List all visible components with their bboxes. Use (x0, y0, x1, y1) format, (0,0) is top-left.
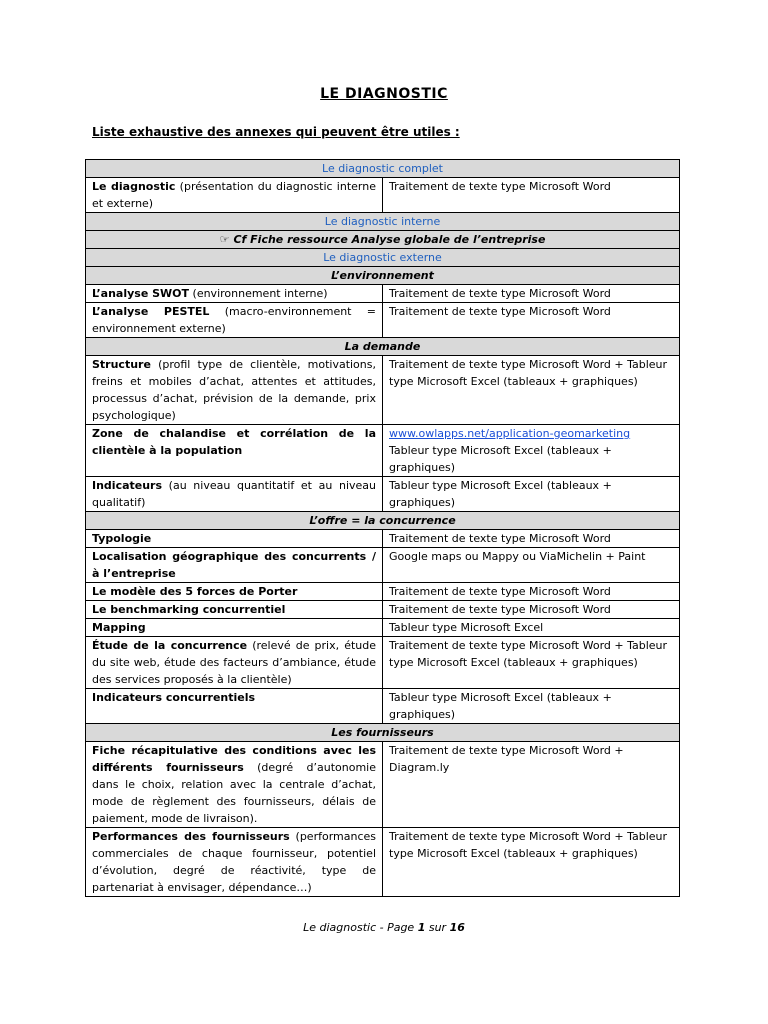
table-row: Étude de la concurrence (relevé de prix, étude du site web, étude des facteurs d’ambiance, étude des services proposés à la clientèle) Traitement de texte type Microsoft Word + Tableur type Microsoft Excel (tableaux + graphiques) (86, 637, 680, 689)
page-footer: Le diagnostic - Page 1 sur 16 (303, 921, 465, 934)
geomarketing-link[interactable]: www.owlapps.net/application-geomarketing (389, 427, 631, 440)
section-environnement: L’environnement (86, 267, 680, 285)
section-diagnostic-interne: Le diagnostic interne (86, 213, 680, 231)
subtitle: Liste exhaustive des annexes qui peuvent être utiles : (92, 125, 460, 139)
table-row: Le benchmarking concurrentiel Traitement de texte type Microsoft Word (86, 601, 680, 619)
table-row: L’analyse PESTEL (macro-environnement = environnement externe) Traitement de texte type Microsoft Word (86, 303, 680, 338)
fiche-ressource-row: ☞ Cf Fiche ressource Analyse globale de l’entreprise (86, 231, 680, 249)
page-title: LE DIAGNOSTIC (320, 86, 448, 102)
pointing-hand-icon: ☞ (219, 233, 230, 246)
section-offre: L’offre = la concurrence (86, 512, 680, 530)
table-row: Indicateurs (au niveau quantitatif et au niveau qualitatif) Tableur type Microsoft Excel (tableaux + graphiques) (86, 477, 680, 512)
table-row: Typologie Traitement de texte type Microsoft Word (86, 530, 680, 548)
table-row: Performances des fournisseurs (performances commerciales de chaque fournisseur, potentiel d’évolution, degré de réactivité, type de partenariat à envisager, dépendance…) Traitement de texte type Microsoft Word + Tableur type Microsoft Excel (tableaux + graphiques) (86, 828, 680, 897)
table-row: Structure (profil type de clientèle, motivations, freins et mobiles d’achat, attentes et attitudes, processus d’achat, prévision de la demande, prix psychologique) Traitement de texte type Microsoft Word + Tableur type Microsoft Excel (tableaux + graphiques) (86, 356, 680, 425)
table-row: Zone de chalandise et corrélation de la clientèle à la population www.owlapps.net/application-geomarketing Tableur type Microsoft Excel (tableaux + graphiques) (86, 425, 680, 477)
section-diagnostic-externe: Le diagnostic externe (86, 249, 680, 267)
table-row: Le modèle des 5 forces de Porter Traitement de texte type Microsoft Word (86, 583, 680, 601)
table-row: Fiche récapitulative des conditions avec les différents fournisseurs (degré d’autonomie dans le choix, relation avec la centrale d’achat, mode de règlement des fournisseurs, délais de paiement, mode de livraison). Traitement de texte type Microsoft Word + Diagram.ly (86, 742, 680, 828)
section-diagnostic-complet: Le diagnostic complet (86, 160, 680, 178)
annexes-table (85, 159, 680, 897)
table-row: Mapping Tableur type Microsoft Excel (86, 619, 680, 637)
table-row: Le diagnostic (présentation du diagnostic interne et externe) Traitement de texte type Microsoft Word (86, 178, 680, 213)
table-row: L’analyse SWOT (environnement interne) Traitement de texte type Microsoft Word (86, 285, 680, 303)
table-row: Indicateurs concurrentiels Tableur type Microsoft Excel (tableaux + graphiques) (86, 689, 680, 724)
table-row: Localisation géographique des concurrents / à l’entreprise Google maps ou Mappy ou ViaMichelin + Paint (86, 548, 680, 583)
section-fournisseurs: Les fournisseurs (86, 724, 680, 742)
section-demande: La demande (86, 338, 680, 356)
